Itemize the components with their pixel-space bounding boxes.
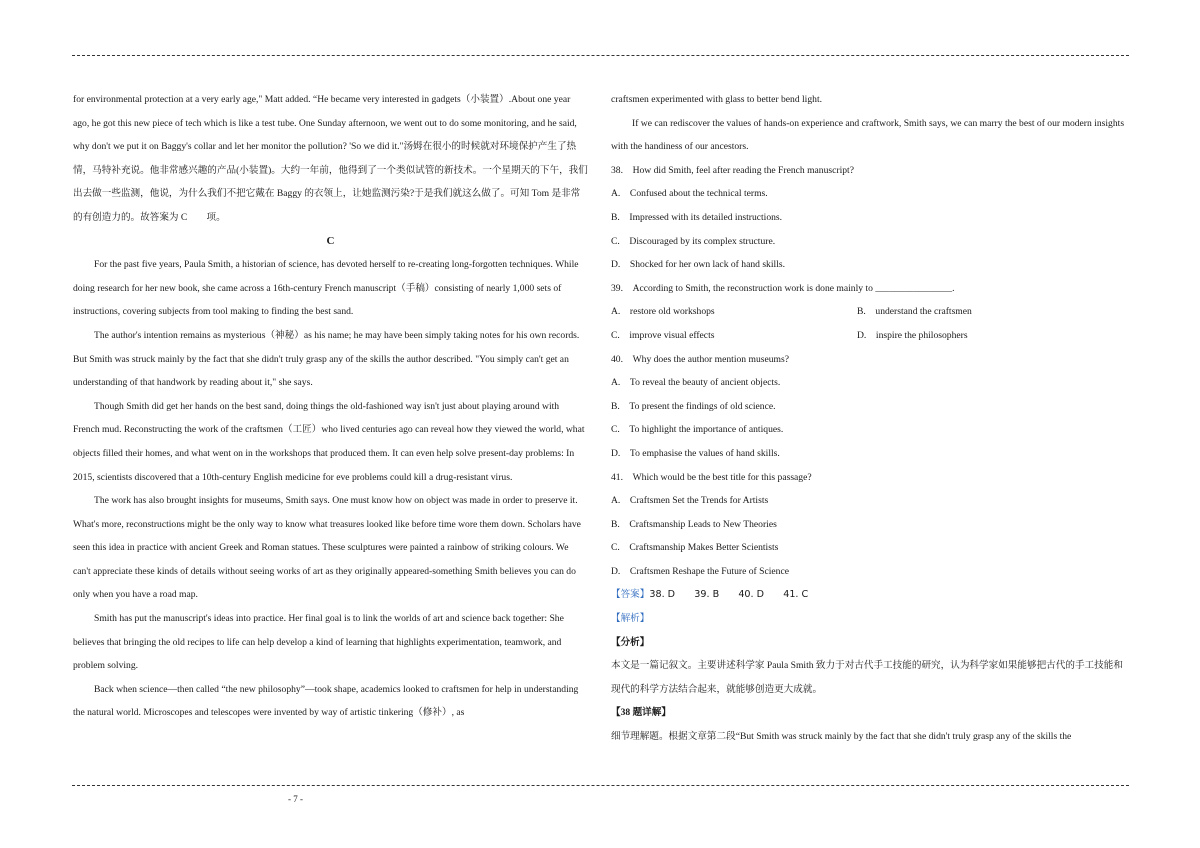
option-a: A. Craftsmen Set the Trends for Artists [611,495,769,507]
passage-paragraph-7: If we can rediscover the values of hands-on experience and craftwork, Smith says, we can marry the best of our modern insights with the handiness of our ancestors. [611,117,1125,153]
option-b: B. Craftsmanship Leads to New Theories [611,518,777,530]
fenxi-label: 【分析】 [611,636,650,648]
passage-paragraph-4: The work has also brought insights for museums, Smith says. One must know how on object was made in order to preserve it. What's more, reconstructions might be the only way to know what treasures looked like before time wore them down. Scholars have seen this idea in practice with ancient Greek and Roman statues. These sculptures were painted a rainbow of striking colours. We can't appreciate these kinds of details without seeing works of art as they originally appeared-something Smith believes you can do only when you have a road map. [73,495,581,601]
option-d: D. Shocked for her own lack of hand skills. [611,259,785,271]
option-a: A. Confused about the technical terms. [611,188,768,200]
page-number: - 7 - [288,794,303,804]
options-row [611,300,1131,324]
detail-text: 细节理解题。根据文章第二段“But Smith was struck mainly by the fact that she didn't truly grasp any of the skills the [611,731,1072,743]
question-stem: 39. According to Smith, the reconstruction work is done mainly to ________________. [611,282,955,294]
passage-paragraph-3: Though Smith did get her hands on the best sand, doing things the old-fashioned way isn't just about playing around with French mud. Reconstructing the work of the craftsmen（工匠）who lived centuries ago can reveal how they viewed the world, what objects filled their homes, and what went on in the workshops that produced them. It can even help solve present-day problems: In 2015, scientists discovered that a 10th-century English medicine for eve problems could kill a drug-resistant virus. [73,400,585,483]
option-d: D. inspire the philosophers [857,329,968,341]
option-c: C. improve visual effects [611,329,715,341]
question-40 [611,348,1131,466]
answer-line [611,583,1131,607]
option-c: C. Craftsmanship Makes Better Scientists [611,542,779,554]
top-rule [72,55,1129,56]
passage-paragraph-5: Smith has put the manuscript's ideas into practice. Her final goal is to link the worlds of art and science back together: She believes that bringing the old recipes to life can help develop a kind of learning that highlights experimentation, teamwork, and problem solving. [73,613,564,672]
fenxi-text: 本文是一篇记叙文。主要讲述科学家 Paula Smith 致力于对古代手工技能的研究，认为科学家如果能够把古代的手工技能和现代的科学方法结合起来，就能够创造更大成就。 [611,660,1123,695]
question-38 [611,159,1131,277]
passage-continuation: craftsmen experimented with glass to better bend light. [611,94,823,105]
bottom-rule [72,785,1129,786]
options-row [611,324,1131,348]
detail-label: 【38 题详解】 [611,707,671,719]
passage-paragraph-6: Back when science—then called “the new philosophy”—took shape, academics looked to craftsmen for help in understanding the natural world. Microscopes and telescopes were invented by way of artistic tinkering（修补）, as [73,683,579,719]
passage-paragraph-2: The author's intention remains as mysterious（神秘）as his name; he may have been simply taking notes for his own records. But Smith was struck mainly by the fact that she didn't truly grasp any of the skills the author described. "You simply can't get an understanding of that handwork by reading about it," she says. [73,329,580,389]
option-b: B. Impressed with its detailed instructions. [611,211,783,223]
section-title: C [326,234,335,247]
analysis-label: 【解析】 [611,613,650,625]
answer-values: 38. D 39. B 40. D 41. C [649,589,809,601]
option-d: D. To emphasise the values of hand skills. [611,447,780,459]
question-stem: 38. How did Smith, feel after reading the French manuscript? [611,164,854,176]
option-a: A. restore old workshops [611,306,715,318]
option-b: B. To present the findings of old science. [611,400,776,412]
passage-paragraph-1: For the past five years, Paula Smith, a historian of science, has devoted herself to re-creating long-forgotten techniques. While doing research for her new book, she came across a 16th-century French manuscript（手稿）consisting of nearly 1,000 sets of instructions, covering subjects from tool making to finding the best sand. [73,259,579,318]
left-column [73,88,588,725]
question-41 [611,466,1131,584]
option-c: C. Discouraged by its complex structure. [611,235,776,247]
question-39 [611,277,1131,348]
option-a: A. To reveal the beauty of ancient objects. [611,377,781,389]
option-b: B. understand the craftsmen [857,306,972,318]
answer-label: 【答案】 [611,589,650,601]
right-column [611,88,1131,749]
intro-paragraph: for environmental protection at a very early age," Matt added. “He became very interested in gadgets（小装置）.About one year ago, he got this new piece of tech which is like a test tube. One Sunday afternoon, we went out to do some monitoring, and he said, why don't we put it on Baggy's collar and let her monitor the pollution? 'So we did it."汤姆在很小的时候就对环境保护产生了热情，马特补充说。他非常感兴趣的产品(小装置)。大约一年前，他得到了一个类似试管的新技术。一个星期天的下午，我们出去做一些监测，他说，为什么我们不把它戴在 Baggy 的衣领上，让她监测污染?于是我们就这么做了。可知 Tom 是非常的有创造力的。故答案为 C 项。 [73,94,588,223]
option-c: C. To highlight the importance of antiques. [611,424,784,436]
option-d: D. Craftsmen Reshape the Future of Science [611,565,789,577]
question-stem: 40. Why does the author mention museums? [611,353,789,365]
question-stem: 41. Which would be the best title for this passage? [611,471,812,483]
